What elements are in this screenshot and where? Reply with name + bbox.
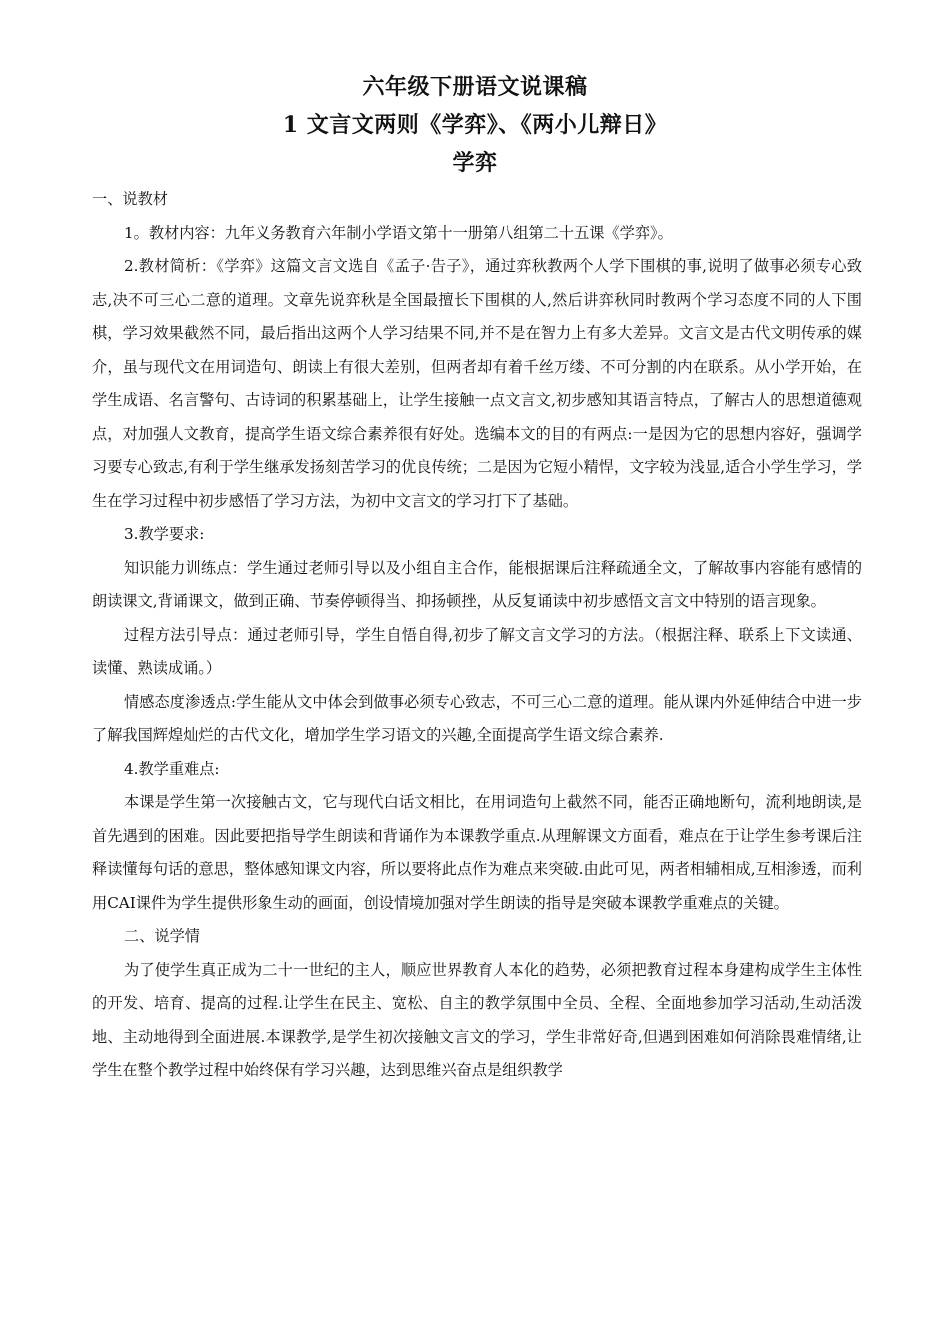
- heading-student-situation: 二、说学情: [124, 927, 200, 945]
- document-subtitle: 1 文言文两则《学弈》、《两小儿辩日》: [282, 112, 668, 138]
- section-title: 学弈: [452, 150, 498, 176]
- paragraph-key-points: 本课是学生第一次接触古文，它与现代白话文相比，在用词造句上截然不同，能否正确地断句，流利地朗读,是首先遇到的困难。因此要把指导学生朗读和背诵作为本课教学重点.从理解课文方面看，难点在于让学生参考课后注释读懂每句话的意思，整体感知课文内容，所以要将此点作为难点来突破.由此可见，两者相辅相成,互相渗透，而利用CAI课件为学生提供形象生动的画面，创设情境加强对学生朗读的指导是突破本课教学重难点的关键。: [92, 793, 862, 912]
- paragraph-knowledge: 知识能力训练点：学生通过老师引导以及小组自主合作，能根据课后注释疏通全文，了解故事内容能有感情的朗读课文,背诵课文，做到正确、节奏停顿得当、抑扬顿挫，从反复诵读中初步感悟文言文中特别的语言现象。: [92, 558, 862, 610]
- document-title: 六年级下册语文说课稿: [362, 74, 588, 100]
- paragraph-analysis: 2.教材简析：《学弈》这篇文言文选自《孟子·告子》，通过弈秋教两个人学下围棋的事,说明了做事必须专心致志,决不可三心二意的道理。文章先说弈秋是全国最擅长下围棋的人,然后讲弈秋同时教两个学习态度不同的人下围棋，学习效果截然不同，最后指出这两个人学习结果不同,并不是在智力上有多大差异。文言文是古代文明传承的媒介，虽与现代文在用词造句、朗读上有很大差别，但两者却有着千丝万缕、不可分割的内在联系。从小学开始，在学生成语、名言警句、古诗词的积累基础上，让学生接触一点文言文,初步感知其语言特点，了解古人的思想道德观点，对加强人文教育，提高学生语文综合素养很有好处。选编本文的目的有两点:一是因为它的思想内容好，强调学习要专心致志,有利于学生继承发扬刻苦学习的优良传统；二是因为它短小精悍，文字较为浅显,适合小学生学习，学生在学习过程中初步感悟了学习方法，为初中文言文的学习打下了基础。: [92, 257, 862, 510]
- paragraph-requirements-heading: 3.教学要求:: [124, 525, 205, 543]
- paragraph-content: 1。教材内容：九年义务教育六年制小学语文第十一册第八组第二十五课《学弈》。: [124, 223, 673, 242]
- paragraph-student-situation: 为了使学生真正成为二十一世纪的主人，顺应世界教育人本化的趋势，必须把教育过程本身建构成学生主体性的开发、培育、提高的过程.让学生在民主、宽松、自主的教学氛围中全员、全程、全面地参加学习活动,生动活泼地、主动地得到全面进展.本课教学,是学生初次接触文言文的学习，学生非常好奇,但遇到困难如何消除畏难情绪,让学生在整个教学过程中始终保有学习兴趣，达到思维兴奋点是组织教学: [92, 960, 862, 1079]
- heading-textbook: 一、说教材: [92, 190, 168, 208]
- paragraph-process: 过程方法引导点：通过老师引导，学生自悟自得,初步了解文言文学习的方法。（根据注释、联系上下文读通、读懂、熟读成诵。）: [92, 625, 862, 677]
- document-body: [92, 183, 862, 1088]
- paragraph-key-points-heading: 4.教学重难点:: [124, 759, 220, 778]
- paragraph-emotion: 情感态度渗透点:学生能从文中体会到做事必须专心致志，不可三心二意的道理。能从课内外延伸结合中进一步了解我国辉煌灿烂的古代文化，增加学生学习语文的兴趣,全面提高学生语文综合素养.: [92, 692, 862, 744]
